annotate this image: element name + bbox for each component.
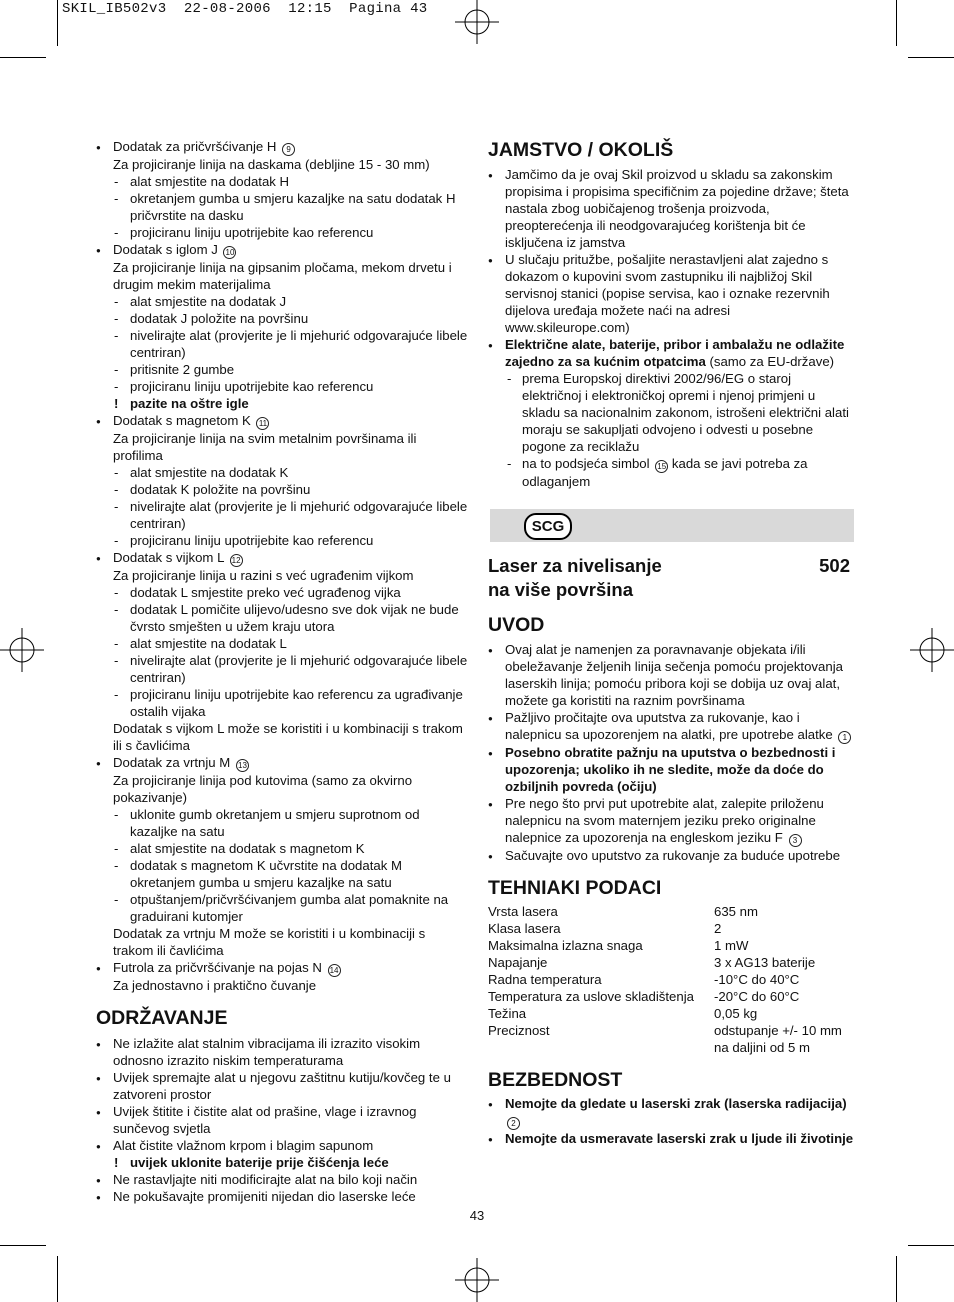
- item-desc: Za projiciranje linija na svim metalnim površinama ili profilima: [113, 431, 417, 463]
- crop-mark: [0, 1245, 46, 1246]
- safety-item: [488, 1095, 854, 1130]
- maint-item: ● Uvijek štitite i čistite alat od prašine, vlage i izravnog sunčevog svjetla: [96, 1103, 468, 1137]
- item-title: Dodatak s iglom J: [113, 242, 218, 257]
- step: - dodatak s magnetom K učvrstite na dodatak M okretanjem gumba u smjeru kazaljke na satu: [96, 857, 468, 891]
- tech-heading: TEHNIAKI PODACI: [488, 877, 662, 899]
- model-number: 502: [819, 555, 850, 576]
- print-time: 12:15: [288, 1, 332, 17]
- spec-value: 3 x AG13 baterije: [714, 955, 816, 970]
- step: - uklonite gumb okretanjem u smjeru suprotnom od kazaljke na satu: [96, 806, 468, 840]
- print-date: 22-08-2006: [183, 1, 271, 17]
- spec-key: Vrsta lasera: [488, 904, 558, 919]
- plain-text: (samo za EU-države): [705, 354, 835, 369]
- step: - otpuštanjem/pričvršćivanjem gumba alat pomaknite na graduirani kutomjer: [96, 891, 468, 925]
- maint-item: ● Ne izlažite alat stalnim vibracijama ili izrazito visokim odnosno izrazito niskim temperaturama: [96, 1035, 468, 1069]
- step: - pritisnite 2 gumbe: [96, 361, 468, 378]
- accessory-m: [96, 754, 468, 772]
- right-column: [488, 138, 854, 1147]
- spec-row: [488, 903, 854, 920]
- step: - dodatak J položite na površinu: [96, 310, 468, 327]
- spec-value: 1 mW: [714, 938, 749, 953]
- maint-item: ● Ne rastavljajte niti modificirajte alat na bilo koji način: [96, 1171, 468, 1188]
- item-desc: Za projiciranje linija na gipsanim pločama, mekom drvetu i drugim mekim materijalima: [113, 260, 452, 292]
- ref-number: 12: [230, 554, 243, 567]
- warning: ! pazite na oštre igle: [96, 395, 468, 412]
- step: - nivelirajte alat (provjerite je li mjehurić odgovarajuće libele centriran): [96, 327, 468, 361]
- ref-number: 1: [838, 731, 851, 744]
- warranty-item: ● Jamčimo da je ovaj Skil proizvod u skladu sa zakonskim propisima i propisima specifičnim za pojedine države; šteta nastala zbog uobičajenog trošenja proizvoda, preopterećenja ili neodgovarajućeg korištenja bit će isključena iz jamstva: [488, 166, 854, 251]
- spec-row: [488, 971, 854, 988]
- ref-number: 3: [789, 834, 802, 847]
- ref-number: 13: [236, 759, 249, 772]
- item-title: Dodatak za vrtnju M: [113, 755, 231, 770]
- step: [488, 455, 854, 490]
- crop-mark: [908, 1245, 954, 1246]
- registration-mark-icon: [0, 628, 44, 672]
- intro-heading: UVOD: [488, 614, 545, 636]
- accessory-j: [96, 241, 468, 259]
- product-title: [488, 554, 854, 578]
- spec-key: Napajanje: [488, 955, 548, 970]
- intro-item: ● Sačuvajte ovo uputstvo za rukovanje za buduće upotrebe: [488, 847, 854, 864]
- spec-row: [488, 954, 854, 971]
- accessory-n: [96, 959, 468, 977]
- accessory-h: [96, 138, 468, 156]
- item-title: Dodatak s magnetom K: [113, 413, 251, 428]
- step: - projiciranu liniju upotrijebite kao referencu: [96, 378, 468, 395]
- registration-mark-icon: [455, 1258, 499, 1302]
- step: - projiciranu liniju upotrijebite kao referencu: [96, 224, 468, 241]
- step: - projiciranu liniju upotrijebite kao referencu za ugrađivanje ostalih vijaka: [96, 686, 468, 720]
- intro-item: ● Ovaj alat je namenjen za poravnavanje objekata i/ili obeležavanje željenih linija sečenja pomoću projektovanja laserskih linija; pomoću pribora koji se dobija uz ovaj alat, možete ga koristiti na raznim površinama: [488, 641, 854, 709]
- language-band: [490, 509, 854, 542]
- bold-text: Nemojte da gledate u laserski zrak (laserska radijacija): [505, 1096, 847, 1111]
- plain-text: na to podsjeća simbol: [522, 456, 650, 471]
- spec-key: Preciznost: [488, 1023, 550, 1038]
- spec-key: Maksimalna izlazna snaga: [488, 938, 643, 953]
- item-title: Dodatak za pričvršćivanje H: [113, 139, 277, 154]
- step: - dodatak L pomičite ulijevo/udesno sve dok vijak ne bude čvrsto smješten u užem kraju utora: [96, 601, 468, 635]
- intro-item: [488, 795, 854, 847]
- print-header: [62, 1, 427, 17]
- intro-item: [488, 709, 854, 744]
- spec-row: [488, 1005, 854, 1022]
- warning: ! uvijek uklonite baterije prije čišćenja leće: [96, 1154, 468, 1171]
- ref-number: 15: [655, 460, 668, 473]
- item-desc: Za projiciranje linija pod kutovima (samo za okvirno pokazivanje): [113, 773, 413, 805]
- plain-text: kada se javi potreba za odlaganjem: [522, 456, 808, 489]
- maint-item: ● Ne pokušavajte promijeniti nijedan dio laserske leće: [96, 1188, 468, 1205]
- ref-number: 9: [282, 143, 295, 156]
- step: - alat smjestite na dodatak H: [96, 173, 468, 190]
- step: - prema Europskoj direktivi 2002/96/EG o staroj električnoj i elektroničkoj opremi i njenoj primjeni u skladu sa nacionalnim zakonom, istrošeni električni alati moraju se sakupljati odvojeno i odvesti u posebne pogone za reciklažu: [488, 370, 854, 455]
- spec-row: [488, 988, 854, 1005]
- spec-value: odstupanje +/- 10 mm na daljini od 5 m: [714, 1023, 842, 1055]
- crop-mark: [57, 1256, 58, 1302]
- spec-value: 2: [714, 921, 722, 936]
- registration-mark-icon: [455, 0, 499, 44]
- accessory-k: [96, 412, 468, 430]
- maint-item: ● Alat čistite vlažnom krpom i blagim sapunom: [96, 1137, 468, 1154]
- step: - alat smjestite na dodatak L: [96, 635, 468, 652]
- warranty-item: ● U slučaju pritužbe, pošaljite nerastavljeni alat zajedno s dokazom o kupovini svom zastupniku ili najbližoj Skil servisnoj stanici (popise servisa, kao i oznake rezervnih dijelova uređaja možete naći na adresi www.skileurope.com): [488, 251, 854, 336]
- intro-item: ● Posebno obratite pažnju na uputstva o bezbednosti i upozorenja; ukoliko ih ne sledite, može da doće do ozbiljnih povreda (očiju): [488, 744, 854, 795]
- plain-text: Pre nego što prvi put upotrebite alat, zalepite priloženu nalepnicu na svom maternjem jeziku preko originalne nalepnice za upozorenja na engleskom jeziku F: [505, 796, 824, 845]
- warranty-item: [488, 336, 854, 370]
- title-line: Laser za nivelisanje: [488, 555, 662, 576]
- ref-number: 11: [256, 417, 269, 430]
- step: - nivelirajte alat (provjerite je li mjehurić odgovarajuće libele centriran): [96, 498, 468, 532]
- ref-number: 2: [507, 1117, 520, 1130]
- step: - nivelirajte alat (provjerite je li mjehurić odgovarajuće libele centriran): [96, 652, 468, 686]
- plain-text: Pažljivo pročitajte ova uputstva za rukovanje, kao i nalepnicu sa upozorenjem na alatki, pre upotrebe alatke: [505, 710, 833, 742]
- bold-text: Električne alate, baterije, pribor i ambalažu ne odlažite zajedno za sa kućnim otpatcima: [505, 337, 845, 369]
- spec-row: [488, 1022, 854, 1056]
- crop-mark: [896, 1256, 897, 1302]
- spec-key: Klasa lasera: [488, 921, 561, 936]
- safety-heading: BEZBEDNOST: [488, 1069, 623, 1091]
- step: - projiciranu liniju upotrijebite kao referencu: [96, 532, 468, 549]
- maint-item: ● Uvijek spremajte alat u njegovu zaštitnu kutiju/kovčeg te u zatvoreni prostor: [96, 1069, 468, 1103]
- accessory-l: [96, 549, 468, 567]
- spec-key: Težina: [488, 1006, 527, 1021]
- language-code-badge: SCG: [524, 513, 572, 540]
- step: - alat smjestite na dodatak s magnetom K: [96, 840, 468, 857]
- item-desc: Za projiciranje linija na daskama (debljine 15 - 30 mm): [113, 157, 430, 172]
- product-title-line2: na više površina: [488, 579, 633, 600]
- crop-mark: [896, 0, 897, 46]
- spec-value: 0,05 kg: [714, 1006, 758, 1021]
- step: - okretanjem gumba u smjeru kazaljke na satu dodatak H pričvrstite na dasku: [96, 190, 468, 224]
- crop-mark: [57, 0, 58, 46]
- spec-value: -20°C do 60°C: [714, 989, 800, 1004]
- spec-key: Radna temperatura: [488, 972, 602, 987]
- spec-row: [488, 937, 854, 954]
- spec-table: [488, 903, 854, 1056]
- maintenance-heading: ODRŽAVANJE: [96, 1007, 228, 1029]
- crop-mark: [0, 57, 46, 58]
- step: - alat smjestite na dodatak K: [96, 464, 468, 481]
- ref-number: 14: [328, 964, 341, 977]
- item-title: Futrola za pričvršćivanje na pojas N: [113, 960, 322, 975]
- step: - dodatak L smjestite preko već ugrađenog vijka: [96, 584, 468, 601]
- spec-value: 635 nm: [714, 904, 758, 919]
- page-label: Pagina 43: [349, 1, 428, 17]
- spec-value: -10°C do 40°C: [714, 972, 800, 987]
- spec-row: [488, 920, 854, 937]
- item-title: Dodatak s vijkom L: [113, 550, 224, 565]
- step: - alat smjestite na dodatak J: [96, 293, 468, 310]
- page-number: 43: [469, 1208, 485, 1223]
- safety-item: ● Nemojte da usmeravate laserski zrak u ljude ili životinje: [488, 1130, 854, 1147]
- item-desc: Za jednostavno i praktično čuvanje: [113, 978, 317, 993]
- step: - dodatak K položite na površinu: [96, 481, 468, 498]
- item-note: Dodatak za vrtnju M može se koristiti i u kombinaciji s trakom ili čavlićima: [113, 926, 426, 958]
- crop-mark: [908, 57, 954, 58]
- item-note: Dodatak s vijkom L može se koristiti i u kombinaciji s trakom ili s čavlićima: [113, 721, 463, 753]
- spec-key: Temperatura za uslove skladištenja: [488, 989, 694, 1004]
- left-column: [96, 138, 468, 1205]
- warranty-heading: JAMSTVO / OKOLIŠ: [488, 139, 674, 161]
- ref-number: 10: [223, 246, 236, 259]
- registration-mark-icon: [910, 628, 954, 672]
- file-code: SKIL_IB502v3: [62, 1, 167, 17]
- item-desc: Za projiciranje linija u razini s već ugrađenim vijkom: [113, 568, 414, 583]
